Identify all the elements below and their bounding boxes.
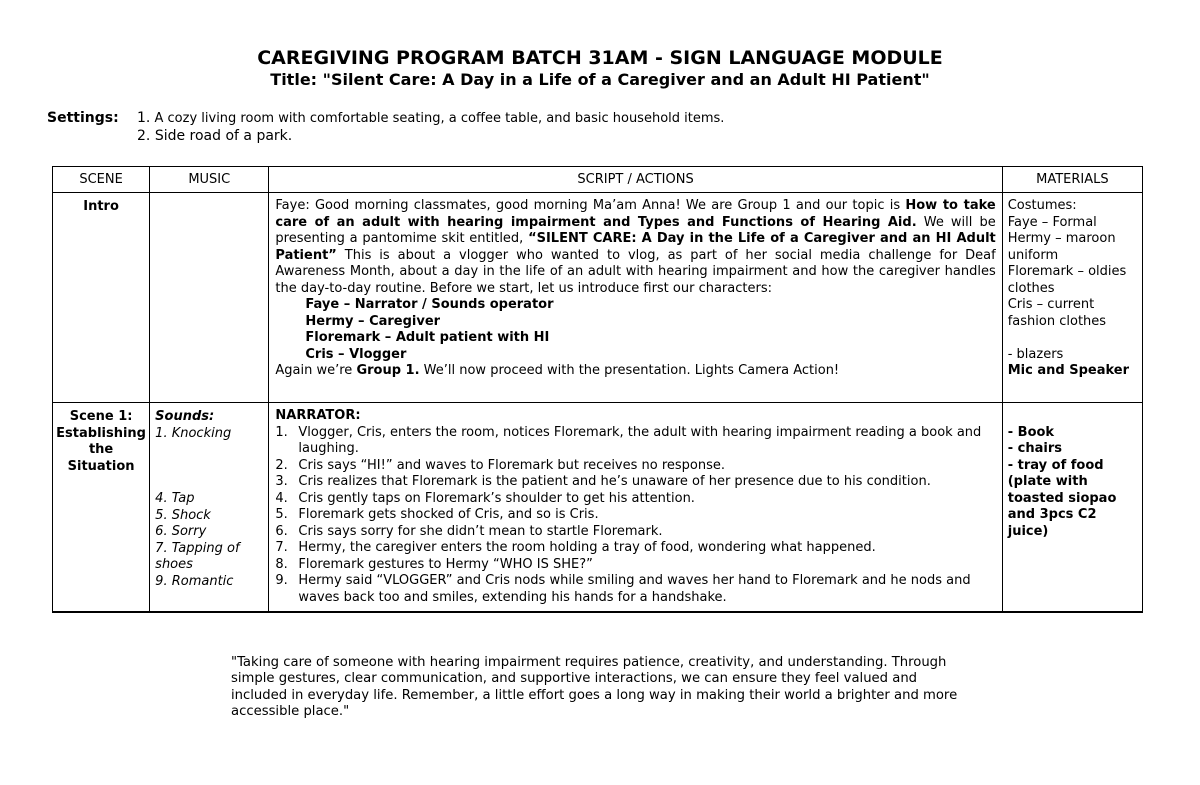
step-text: Hermy said “VLOGGER” and Cris nods while smiling and waves her hand to Floremark and he nods and waves back too and smiles, extending his hands for a handshake. — [298, 573, 971, 605]
step-number: 1. — [275, 424, 288, 440]
step-text: Floremark gestures to Hermy “WHO IS SHE?” — [298, 556, 593, 572]
list-item — [275, 425, 995, 458]
character-line: Floremark – Adult patient with HI — [305, 330, 550, 345]
intro-text: We will be presenting a pantomime skit entitled, — [275, 214, 996, 246]
list-item — [275, 557, 995, 574]
step-text: Cris says sorry for she didn’t mean to startle Floremark. — [298, 523, 663, 539]
material-line: - blazers — [1007, 346, 1064, 362]
document-title: CAREGIVING PROGRAM BATCH 31AM - SIGN LANGUAGE MODULE — [257, 47, 943, 69]
character-line: Cris – Vlogger — [305, 346, 407, 362]
material-line: - tray of food (plate with toasted siopao and 3pcs C2 juice) — [1007, 457, 1117, 539]
step-number: 7. — [275, 540, 288, 555]
document-subtitle: Title: "Silent Care: A Day in a Life of a Caregiver and an Adult HI Patient" — [270, 70, 930, 89]
spacer — [1008, 408, 1137, 425]
materials-cell-scene-1 — [1002, 403, 1142, 612]
script-cell-intro — [269, 193, 1002, 403]
step-number: 2. — [275, 457, 288, 473]
header-music: MUSIC — [150, 167, 269, 193]
materials-cell-intro — [1002, 193, 1142, 403]
material-line: Floremark – oldies clothes — [1007, 264, 1127, 296]
header-materials: MATERIALS — [1002, 167, 1142, 193]
step-number: 8. — [275, 556, 288, 572]
material-line: - Book — [1007, 424, 1055, 440]
list-item — [275, 573, 995, 606]
list-item — [275, 540, 995, 557]
setting-number: 2. — [137, 128, 151, 144]
material-line: Faye – Formal — [1007, 214, 1097, 230]
setting-text: A cozy living room with comfortable seating, a coffee table, and basic household items. — [154, 111, 725, 126]
setting-item-2 — [137, 128, 292, 144]
list-item — [275, 474, 995, 491]
material-line: Costumes: — [1007, 198, 1077, 213]
spacer — [155, 442, 263, 491]
sound-item: 5. Shock — [155, 507, 211, 523]
material-line: Hermy – maroon uniform — [1007, 231, 1116, 263]
list-item — [275, 491, 995, 508]
list-item — [275, 524, 995, 541]
script-table — [52, 166, 1143, 613]
intro-text: Faye: Good morning classmates, good morning Ma’am Anna! We are Group 1 and our topic is — [275, 198, 906, 213]
music-cell-scene-1 — [150, 403, 269, 612]
step-text: Cris realizes that Floremark is the patient and he’s unaware of her presence due to his condition. — [298, 474, 931, 489]
sound-item: 1. Knocking — [155, 425, 232, 441]
closing-quote: "Taking care of someone with hearing impairment requires patience, creativity, and understanding. Through simple gestures, clear communication, and supportive interactions, we can ensure they feel valued and included in everyday life. Remember, a little effort goes a long way in making their world a brighter and more accessible place." — [231, 655, 958, 719]
intro-paragraph — [275, 198, 995, 297]
intro-text: We’ll now proceed with the presentation. Lights Camera Action! — [419, 363, 840, 378]
action-list — [275, 425, 995, 607]
sound-item: 6. Sorry — [155, 524, 207, 539]
scene-cell: Scene 1: Establishing the Situation — [53, 403, 150, 612]
list-item — [275, 507, 995, 524]
step-text: Cris says “HI!” and waves to Floremark but receives no response. — [298, 457, 726, 473]
sounds-heading: Sounds: — [155, 409, 215, 424]
settings-label: Settings: — [47, 110, 119, 126]
step-number: 5. — [275, 507, 288, 522]
material-line: Mic and Speaker — [1007, 363, 1129, 378]
narrator-label: NARRATOR: — [275, 408, 361, 423]
step-number: 9. — [275, 573, 288, 588]
spacer — [1008, 330, 1137, 347]
intro-text: This is about a vlogger who wanted to vlog, as part of her social media challenge for Deaf Awareness Month, about a day in the life of an adult with hearing impairment and how the caregiver handles the day-to-day routine. Before we start, let us introduce first our characters: — [275, 247, 996, 296]
sound-item: 7. Tapping of shoes — [155, 540, 240, 572]
step-number: 4. — [275, 490, 288, 506]
skit-title: “SILENT CARE: A Day in the Life of a Caregiver and an HI Adult Patient” — [275, 231, 996, 263]
material-line: Cris – current fashion clothes — [1007, 297, 1107, 329]
header-scene: SCENE — [53, 167, 150, 193]
table-row-intro — [53, 193, 1143, 403]
step-text: Hermy, the caregiver enters the room holding a tray of food, wondering what happened. — [298, 540, 876, 555]
script-cell-scene-1 — [269, 403, 1002, 612]
setting-number: 1. — [137, 110, 151, 126]
step-text: Cris gently taps on Floremark’s shoulder to get his attention. — [298, 490, 695, 506]
step-text: Floremark gets shocked of Cris, and so is Cris. — [298, 507, 599, 522]
step-number: 6. — [275, 523, 288, 539]
music-cell-empty — [150, 193, 269, 403]
group-name: Group 1. — [356, 363, 420, 378]
intro-text: Again we’re — [275, 363, 357, 378]
step-text: Vlogger, Cris, enters the room, notices Floremark, the adult with hearing impairment reading a book and laughing. — [298, 424, 982, 456]
sound-item: 9. Romantic — [155, 573, 234, 589]
table-header-row — [53, 167, 1143, 193]
setting-item-1 — [137, 110, 724, 126]
sound-item: 4. Tap — [155, 491, 195, 506]
intro-closing — [275, 363, 995, 380]
setting-text: Side road of a park. — [154, 128, 293, 144]
character-line: Hermy – Caregiver — [305, 313, 441, 329]
table-row-scene-1 — [53, 403, 1143, 612]
list-item — [275, 458, 995, 475]
step-number: 3. — [275, 474, 288, 489]
header-script: SCRIPT / ACTIONS — [269, 167, 1002, 193]
scene-cell: Intro — [53, 193, 150, 403]
topic-text: How to take care of an adult with hearing impairment and Types and Functions of Hearing Aid. — [275, 198, 996, 230]
character-line: Faye – Narrator / Sounds operator — [305, 297, 554, 312]
material-line: - chairs — [1007, 441, 1062, 456]
